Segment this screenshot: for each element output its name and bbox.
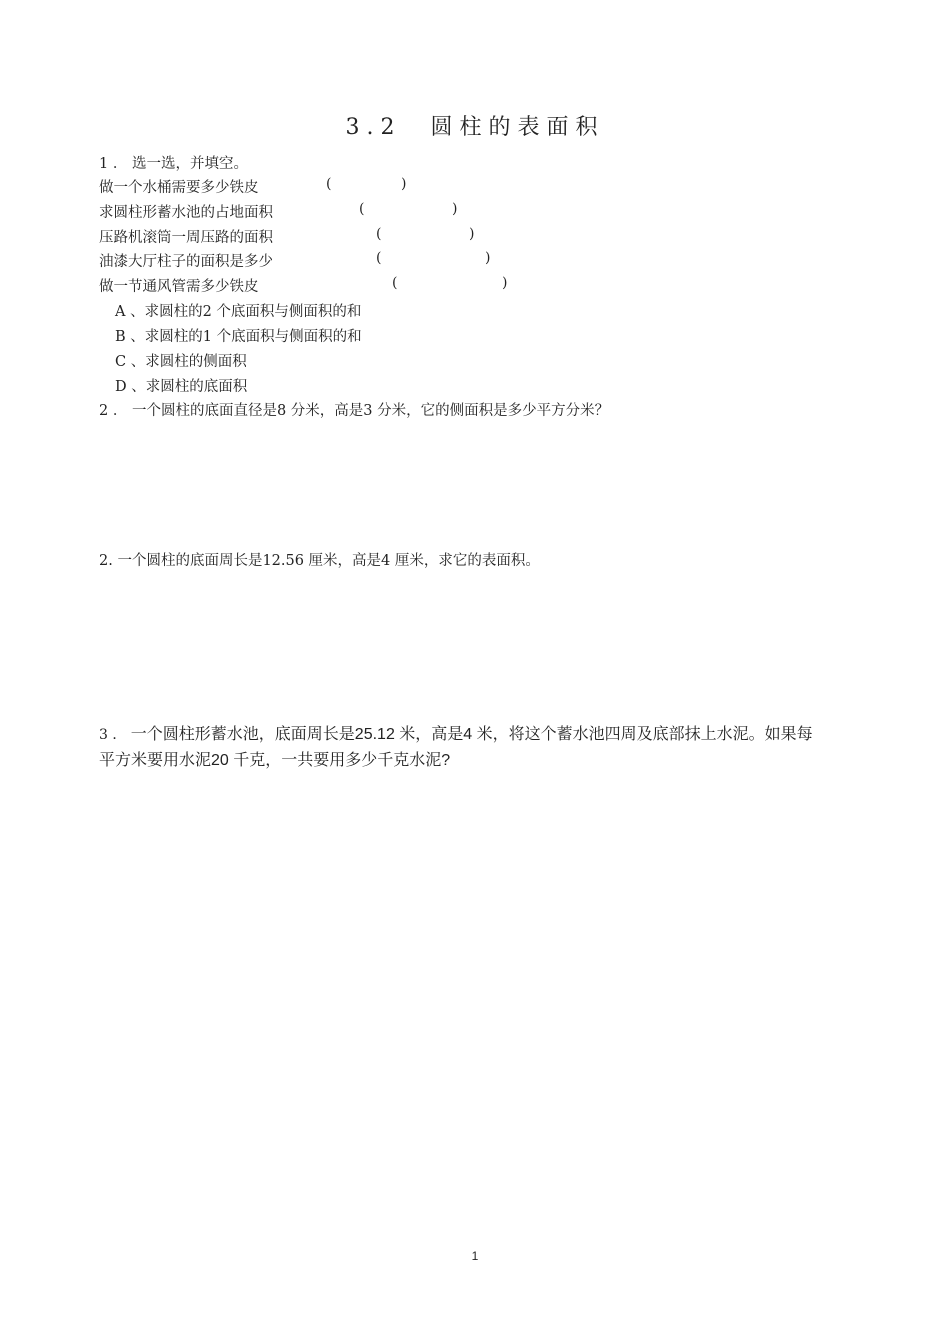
q1-item-3-open: ( [376,226,382,242]
q1-item-5-close: ) [502,275,508,291]
q1-option-b: B 、求圆柱的1 个底面积与侧面积的和 [115,329,362,345]
q3-number: 3 ． [99,727,127,743]
q1-item-4: 油漆大厅柱子的面积是多少 [99,254,273,270]
page-title: 3.2 圆柱的表面积 [345,115,605,140]
q1-option-c: C 、求圆柱的侧面积 [115,354,247,370]
q1-option-a: A 、求圆柱的2 个底面积与侧面积的和 [115,304,362,320]
q1-heading: 1 ． 选一选，并填空。 [99,156,248,172]
q1-item-1-open: ( [326,176,332,192]
page-number: 1 [471,1249,479,1263]
q3-line1: 一个圆柱形蓄水池，底面周长是25.12 米，高是4 米，将这个蓄水池四周及底部抹上水泥。如果每 [126,726,813,743]
q1-item-5-open: ( [392,275,398,291]
q2-text: 2 ． 一个圆柱的底面直径是8 分米，高是3 分米，它的侧面积是多少平方分米？ [99,403,610,419]
q1-item-2-open: ( [359,201,365,217]
q1-item-2: 求圆柱形蓄水池的占地面积 [99,205,273,221]
q1-item-1-close: ) [401,176,407,192]
q1-item-4-open: ( [376,250,382,266]
q1-option-d: D 、求圆柱的底面积 [115,379,248,395]
q1-item-5: 做一节通风管需多少铁皮 [99,279,259,295]
q1-item-3-close: ) [469,226,475,242]
q2b-text: 2. 一个圆柱的底面周长是12.56 厘米，高是4 厘米，求它的表面积。 [99,553,540,569]
q1-item-2-close: ) [452,201,458,217]
q3-text [99,722,859,773]
q3-line2: 平方米要用水泥20 千克，一共要用多少千克水泥? [99,752,451,769]
q1-item-4-close: ) [485,250,491,266]
q1-item-3: 压路机滚筒一周压路的面积 [99,230,273,246]
q1-item-1: 做一个水桶需要多少铁皮 [99,180,259,196]
